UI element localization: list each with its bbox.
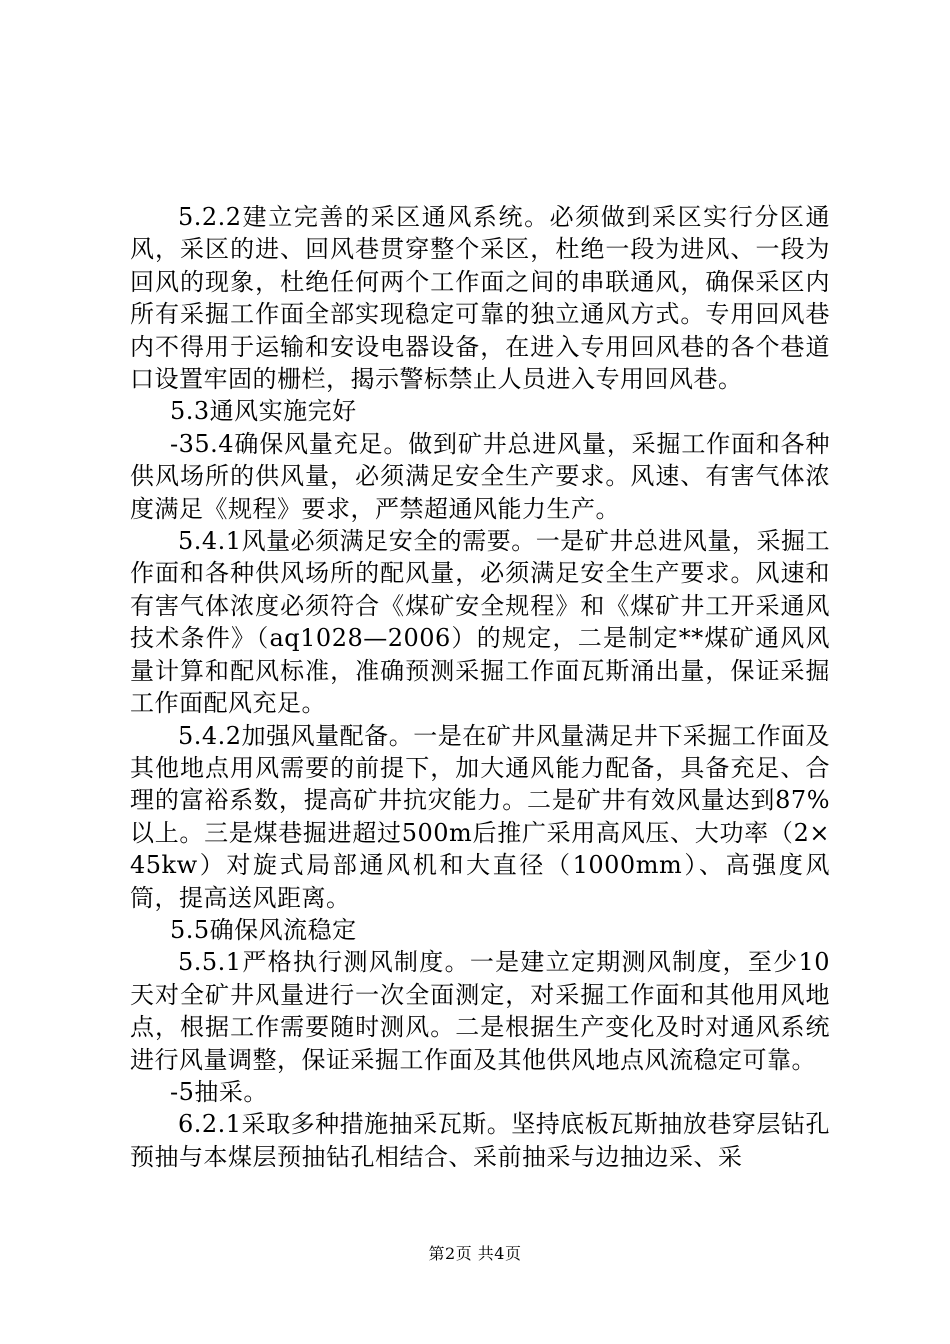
heading-extraction: -5抽采。 [170, 1077, 268, 1106]
paragraph-6-2-1: 6.2.1采取多种措施抽采瓦斯。坚持底板瓦斯抽放巷穿层钻孔预抽与本煤层预抽钻孔相结合、采前抽采与边抽边采、采 [130, 1110, 830, 1171]
paragraph-5-4-2: 5.4.2加强风量配备。一是在矿井风量满足井下采掘工作面及其他地点用风需要的前提下，加大通风能力配备，具备充足、合理的富裕系数，提高矿井抗灾能力。二是矿井有效风量达到87%以上。三是煤巷掘进超过500m后推广采用高风压、大功率（2×45kw）对旋式局部通风机和大直径（1000mm）、高强度风筒，提高送风距离。 [130, 721, 830, 912]
page-footer: 第2页 共4页 [428, 1244, 522, 1263]
document-body [130, 201, 830, 1173]
paragraph-5-4-1: 5.4.1风量必须满足安全的需要。一是矿井总进风量，采掘工作面和各种供风场所的配风量，必须满足安全生产要求。风速和有害气体浓度必须符合《煤矿安全规程》和《煤矿井工开采通风技术条件》（aq1028—2006）的规定，二是制定**煤矿通风风量计算和配风标准，准确预测采掘工作面瓦斯涌出量，保证采掘工作面配风充足。 [130, 527, 830, 718]
heading-5-5: 5.5确保风流稳定 [170, 915, 357, 944]
paragraph-5-2-2: 5.2.2建立完善的采区通风系统。必须做到采区实行分区通风，采区的进、回风巷贯穿整个采区，杜绝一段为进风、一段为回风的现象，杜绝任何两个工作面之间的串联通风，确保采区内所有采掘工作面全部实现稳定可靠的独立通风方式。专用回风巷内不得用于运输和安设电器设备，在进入专用回风巷的各个巷道口设置牢固的栅栏，揭示警标禁止人员进入专用回风巷。 [130, 203, 830, 394]
paragraph-5-5-1: 5.5.1严格执行测风制度。一是建立定期测风制度，至少10天对全矿井风量进行一次全面测定，对采掘工作面和其他用风地点，根据工作需要随时测风。二是根据生产变化及时对通风系统进行风量调整，保证采掘工作面及其他供风地点风流稳定可靠。 [130, 948, 830, 1074]
paragraph-5-4: -35.4确保风量充足。做到矿井总进风量，采掘工作面和各种供风场所的供风量，必须满足安全生产要求。风速、有害气体浓度满足《规程》要求，严禁超通风能力生产。 [130, 429, 830, 523]
heading-5-3: 5.3通风实施完好 [170, 397, 357, 426]
